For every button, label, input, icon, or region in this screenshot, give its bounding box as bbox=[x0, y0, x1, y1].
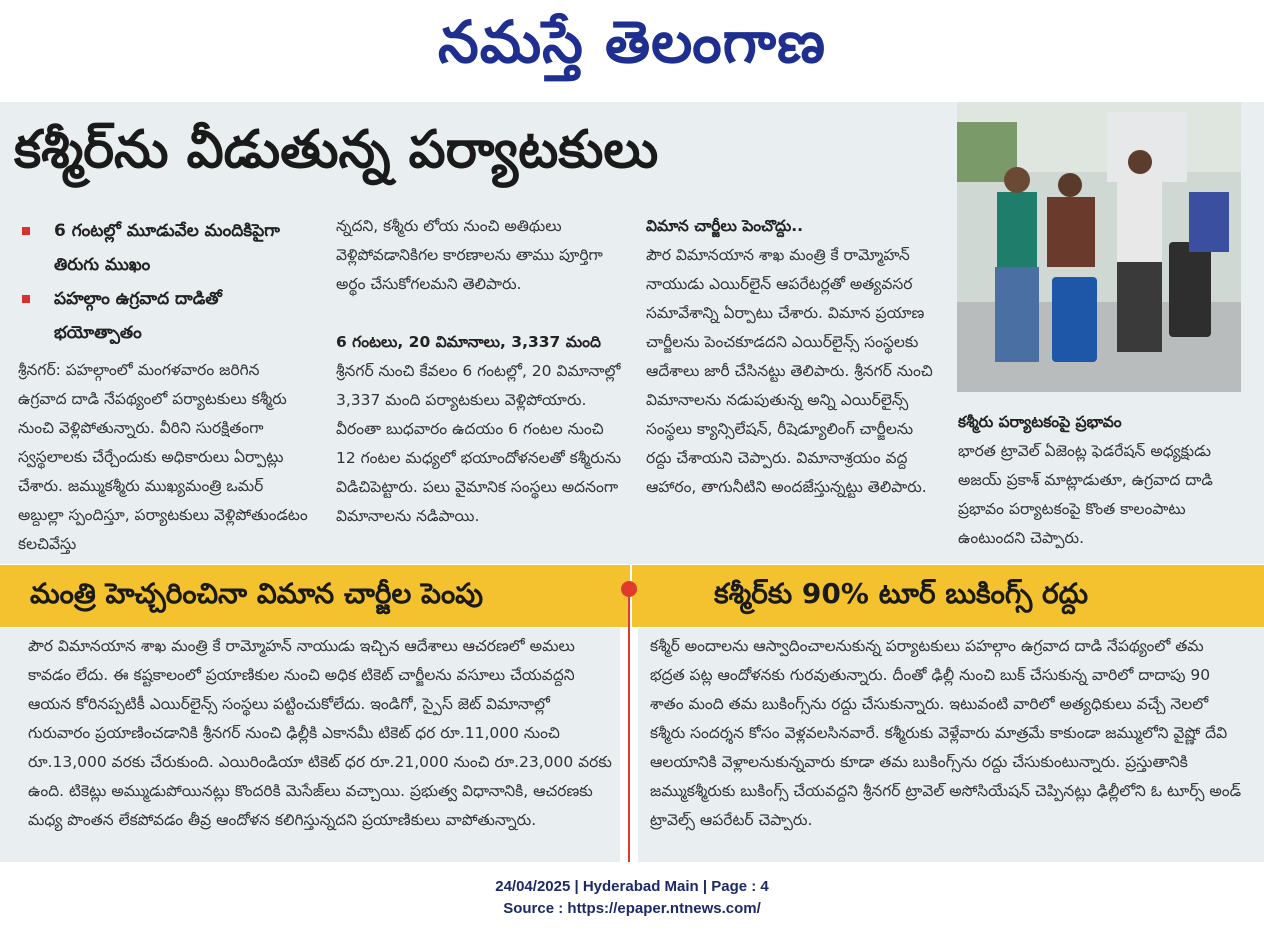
tourists-photo bbox=[957, 102, 1241, 392]
left-story-banner bbox=[0, 565, 630, 627]
bullet-square-icon bbox=[22, 227, 30, 235]
article-headline: కశ్మీర్‌ను వీడుతున్న పర్యాటకులు bbox=[14, 120, 659, 180]
newspaper-logo: నమస్తే తెలంగాణ bbox=[438, 8, 826, 76]
footer-date-edition: 24/04/2025 | Hyderabad Main | Page : 4 bbox=[495, 878, 769, 895]
bullet-item bbox=[18, 214, 308, 282]
page-footer bbox=[0, 876, 1264, 920]
column-2-part-2: శ్రీనగర్‌ నుంచి కేవలం 6 గంటల్లో, 20 విమానాల్లో 3,337 మంది పర్యాటకులు వెళ్లిపోయారు. వీరంతా బుధవారం ఉదయం 6 గంటల నుంచి 12 గంటల మధ్యలో భయాందోళనలతో కశ్మీరును విడిచిపెట్టారు. పలు వైమానిక సంస్థలు అదనంగా విమానాలను నడిపాయి. bbox=[336, 362, 622, 525]
right-story-body: కశ్మీర్‌ అందాలను ఆస్వాదించాలనుకున్న పర్యాటకులు పహల్గాం ఉగ్రవాద దాడి నేపథ్యంలో తమ భద్రత పట్ల ఆందోళనకు గురవుతున్నారు. దీంతో ఢిల్లీ నుంచి బుక్‌ చేసుకున్న వారిలో దాదాపు 90 శాతం మంది తమ బుకింగ్స్‌ను రద్దు చేసుకున్నారు. ఇటువంటి వారిలో అత్యధికులు వచ్చే నెలలో కశ్మీరు సందర్శన కోసం వెళ్లవలసినవారే. కశ్మీరుకు వెళ్లేవారు మాత్రమే కాకుండా జమ్ములోని వైష్ణో దేవి ఆలయానికి వెళ్లాలనుకున్నవారు కూడా తమ బుకింగ్స్‌ను రద్దు చేసుకుంటున్నారు. ప్రస్తుతానికి జమ్ముకశ్మీరుకు బుకింగ్స్‌ చేయవద్దని శ్రీనగర్‌ ట్రావెల్‌ అసోసియేషన్‌ చెప్పినట్లు ఢిల్లీలోని ఓ టూర్స్‌ అండ్‌ ట్రావెల్స్‌ ఆపరేటర్‌ చెప్పారు. bbox=[638, 628, 1264, 862]
footer-source: Source : https://epaper.ntnews.com/ bbox=[503, 900, 761, 917]
column-4 bbox=[958, 408, 1248, 553]
bullet-list bbox=[18, 214, 308, 350]
right-story-banner bbox=[632, 565, 1264, 627]
tourists-photo-illustration bbox=[957, 102, 1241, 392]
column-4-body: భారత ట్రావెల్‌ ఏజెంట్ల ఫెడరేషన్‌ అధ్యక్షుడు అజయ్‌ ప్రకాశ్‌ మాట్లాడుతూ, ఉగ్రవాద దాడి ప్రభావం పర్యాటకంపై కొంత కాలంపాటు ఉంటుందని చెప్పారు. bbox=[958, 442, 1213, 547]
left-story-headline: మంత్రి హెచ్చరించినా విమాన చార్జీల పెంపు bbox=[30, 577, 484, 610]
bullet-item bbox=[18, 282, 308, 350]
column-4-subhead: కశ్మీరు పర్యాటకంపై ప్రభావం bbox=[958, 413, 1122, 431]
bullet-text: పహల్గాం ఉగ్రవాద దాడితో భయోత్పాతం bbox=[54, 289, 222, 343]
column-3-subhead: విమాన చార్జీలు పెంచొద్దు.. bbox=[646, 217, 804, 235]
bullet-square-icon bbox=[22, 295, 30, 303]
divider-dot-icon bbox=[621, 581, 637, 597]
column-1-body: శ్రీనగర్‌: పహల్గాంలో మంగళవారం జరిగిన ఉగ్రవాద దాడి నేపథ్యంలో పర్యాటకులు కశ్మీరు నుంచి వెళ్లిపోతున్నారు. వీరిని సురక్షితంగా స్వస్థలాలకు చేర్చేందుకు అధికారులు ఏర్పాట్లు చేశారు. జమ్ముకశ్మీరు ముఖ్యమంత్రి ఒమర్‌ అబ్దుల్లా స్పందిస్తూ, పర్యాటకులు వెళ్లిపోతుండటం కలచివేస్తు bbox=[18, 361, 308, 553]
left-story-body: పౌర విమానయాన శాఖ మంత్రి కే రామ్మోహన్‌ నాయుడు ఇచ్చిన ఆదేశాలు ఆచరణలో అమలు కావడం లేదు. ఈ కష్టకాలంలో ప్రయాణికుల నుంచి అధిక టికెట్‌ చార్జీలను వసూలు చేయవద్దని ఆయన కోరినప్పటికీ ఎయిర్‌లైన్స్‌ సంస్థలు పట్టించుకోలేదు. ఇండిగో, స్పైస్‌ జెట్‌ విమానాల్లో గురువారం ప్రయాణించడానికి శ్రీనగర్‌ నుంచి ఢిల్లీకి ఎకానమీ టికెట్‌ ధర రూ.11,000 నుంచి రూ.13,000 వరకు చేరుకుంది. ఎయిరిండియా టికెట్‌ ధర రూ.21,000 నుంచి రూ.23,000 వరకు ఉంది. టికెట్లు అమ్ముడుపోయినట్లు కొందరికి మెసేజ్‌లు వచ్చాయి. ప్రభుత్వ విధానానికి, ఆచరణకు మధ్య పొంతన లేకపోవడం తీవ్ర ఆందోళన కలిగిస్తున్నదని ప్రయాణికులు వాపోతున్నారు. bbox=[0, 628, 620, 862]
masthead bbox=[0, 0, 1264, 100]
column-2-subhead: 6 గంటలు, 20 విమానాలు, 3,337 మంది bbox=[336, 333, 601, 351]
column-2-part-1: న్నదని, కశ్మీరు లోయ నుంచి అతిథులు వెళ్లిపోవడానికిగల కారణాలను తాము పూర్తిగా అర్థం చేసుకోగలమని తెలిపారు. bbox=[336, 217, 603, 293]
bullet-text: 6 గంటల్లో మూడువేల మందికిపైగా తిరుగు ముఖం bbox=[54, 221, 280, 275]
column-3-body: పౌర విమానయాన శాఖ మంత్రి కే రామ్మోహన్‌ నాయుడు ఎయిర్‌లైన్‌ ఆపరేటర్లతో అత్యవసర సమావేశాన్ని ఏర్పాటు చేశారు. విమాన ప్రయాణ చార్జీలను పెంచకూడదని ఎయిర్‌లైన్స్‌ సంస్థలకు ఆదేశాలు జారీ చేసినట్టు తెలిపారు. శ్రీనగర్‌ నుంచి విమానాలను నడుపుతున్న అన్ని ఎయిర్‌లైన్స్‌ సంస్థలు క్యాన్సిలేషన్‌, రీషెడ్యూలింగ్‌ చార్జీలను రద్దు చేశాయని చెప్పారు. విమానాశ్రయం వద్ద ఆహారం, తాగునీటిని అందజేస్తున్నట్టు తెలిపారు. bbox=[646, 246, 933, 496]
column-3 bbox=[646, 212, 936, 502]
column-2 bbox=[336, 212, 626, 531]
divider-line bbox=[628, 597, 630, 862]
right-story-headline: కశ్మీర్‌కు 90% టూర్‌ బుకింగ్స్‌ రద్దు bbox=[714, 577, 1089, 610]
